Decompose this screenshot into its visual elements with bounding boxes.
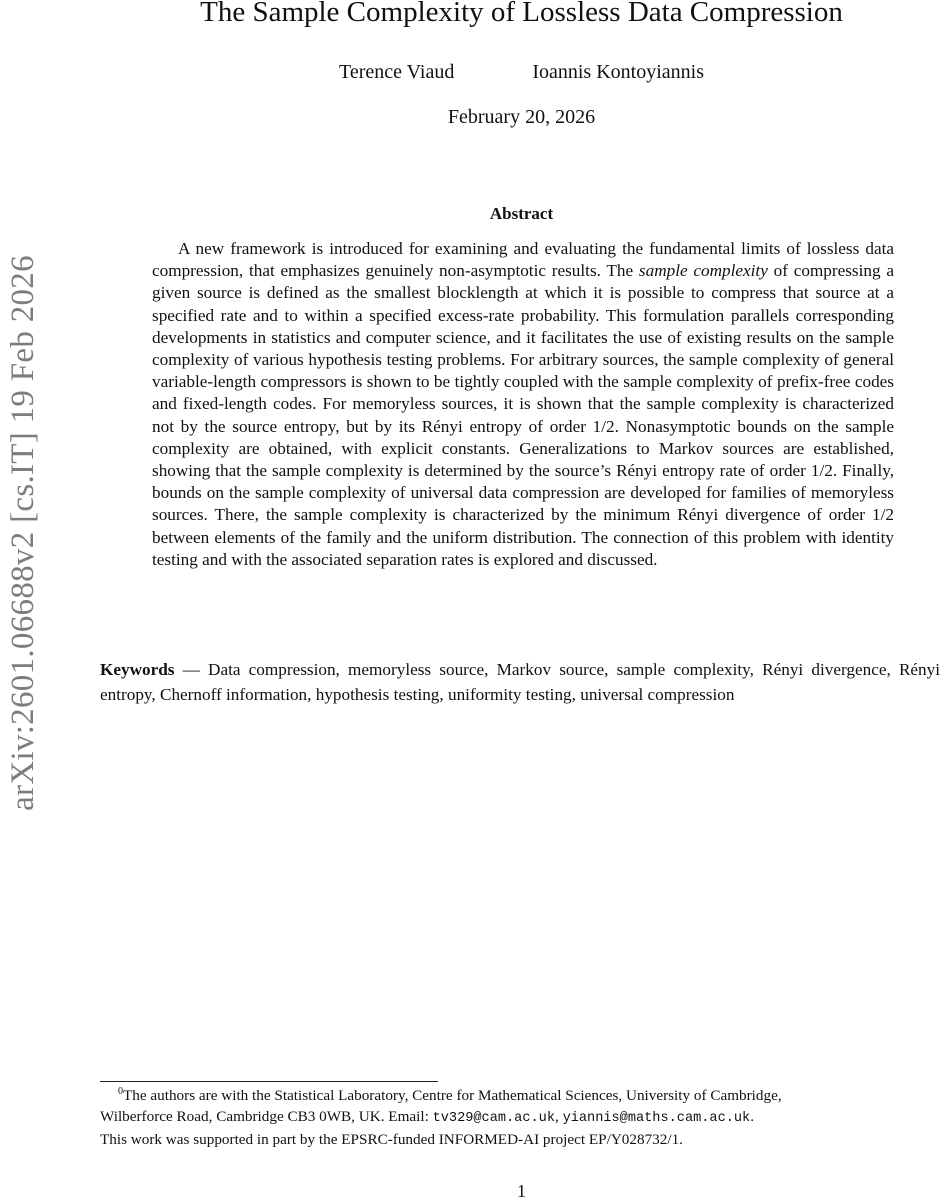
- abstract-body: [152, 238, 894, 571]
- footnote-line-affiliation: [100, 1085, 943, 1106]
- page-number: 1: [517, 1181, 526, 1201]
- footnote-mark: 0: [118, 1086, 123, 1097]
- email-link-viaud[interactable]: tv329@cam.ac.uk: [432, 1111, 555, 1126]
- footnote-affiliation-text: The authors are with the Statistical Laboratory, Centre for Mathematical Sciences, University of Cambridge,: [123, 1087, 782, 1104]
- keywords-separator: —: [174, 660, 209, 679]
- footnote-rule: [100, 1081, 438, 1082]
- author-name: Ioannis Kontoyiannis: [532, 61, 704, 83]
- footnote-line-funding: This work was supported in part by the EPSRC-funded INFORMED-AI project EP/Y028732/1.: [100, 1131, 683, 1148]
- keywords-label: Keywords: [100, 660, 175, 679]
- email-link-kontoyiannis[interactable]: yiannis@maths.cam.ac.uk: [562, 1111, 751, 1126]
- paper-date: February 20, 2026: [447, 106, 596, 128]
- abstract-heading: Abstract: [489, 204, 554, 223]
- paper-title: The Sample Complexity of Lossless Data Compression: [200, 0, 843, 28]
- author-name: Terence Viaud: [339, 61, 455, 83]
- keywords-text: Data compression, memoryless source, Markov source, sample complexity, Rényi divergence, Rényi entropy, Chernoff information, hypothesis testing, uniformity testing, universal compression: [100, 660, 940, 704]
- email-separator: ,: [554, 1108, 563, 1125]
- keywords-section: [100, 657, 940, 707]
- abstract-text-rest: of compressing a given source is defined as the smallest blocklength at which it is possible to compress that source at a specified rate and to within a specified excess-rate probability. This formulation parallels corresponding developments in statistics and computer science, and it facilitates the use of existing results on the sample complexity of various hypothesis testing problems. For arbitrary sources, the sample complexity of general variable-length compressors is shown to be tightly coupled with the sample complexity of prefix-free codes and fixed-length codes. For memoryless sources, it is shown that the sample complexity is characterized not by the source entropy, but by its Rényi entropy of order 1/2. Nonasymptotic bounds on the sample complexity are obtained, with explicit constants. Generalizations to Markov sources are established, showing that the sample complexity is determined by the source’s Rényi entropy rate of order 1/2. Finally, bounds on the sample complexity of universal data compression are developed for families of memoryless sources. There, the sample complexity is characterized by the minimum Rényi divergence of order 1/2 between elements of the family and the uniform distribution. The connection of this problem with identity testing and with the associated separation rates is explored and discussed.: [152, 261, 894, 569]
- footnote: [100, 1085, 943, 1150]
- footnote-line-end: .: [750, 1108, 754, 1125]
- author-list: [100, 59, 943, 85]
- abstract-emphasis: sample complexity: [638, 261, 768, 281]
- abstract-text-start: A new framework is introduced for examining and evaluating the fundamental limits of lossless data compression, that emphasizes genuinely non-asymptotic results. The: [152, 239, 894, 281]
- footnote-address-text: Wilberforce Road, Cambridge CB3 0WB, UK. Email:: [100, 1108, 433, 1125]
- arxiv-side-stamp: arXiv:2601.06688v2 [cs.IT] 19 Feb 2026: [5, 255, 41, 811]
- footnote-line-address: [100, 1106, 943, 1129]
